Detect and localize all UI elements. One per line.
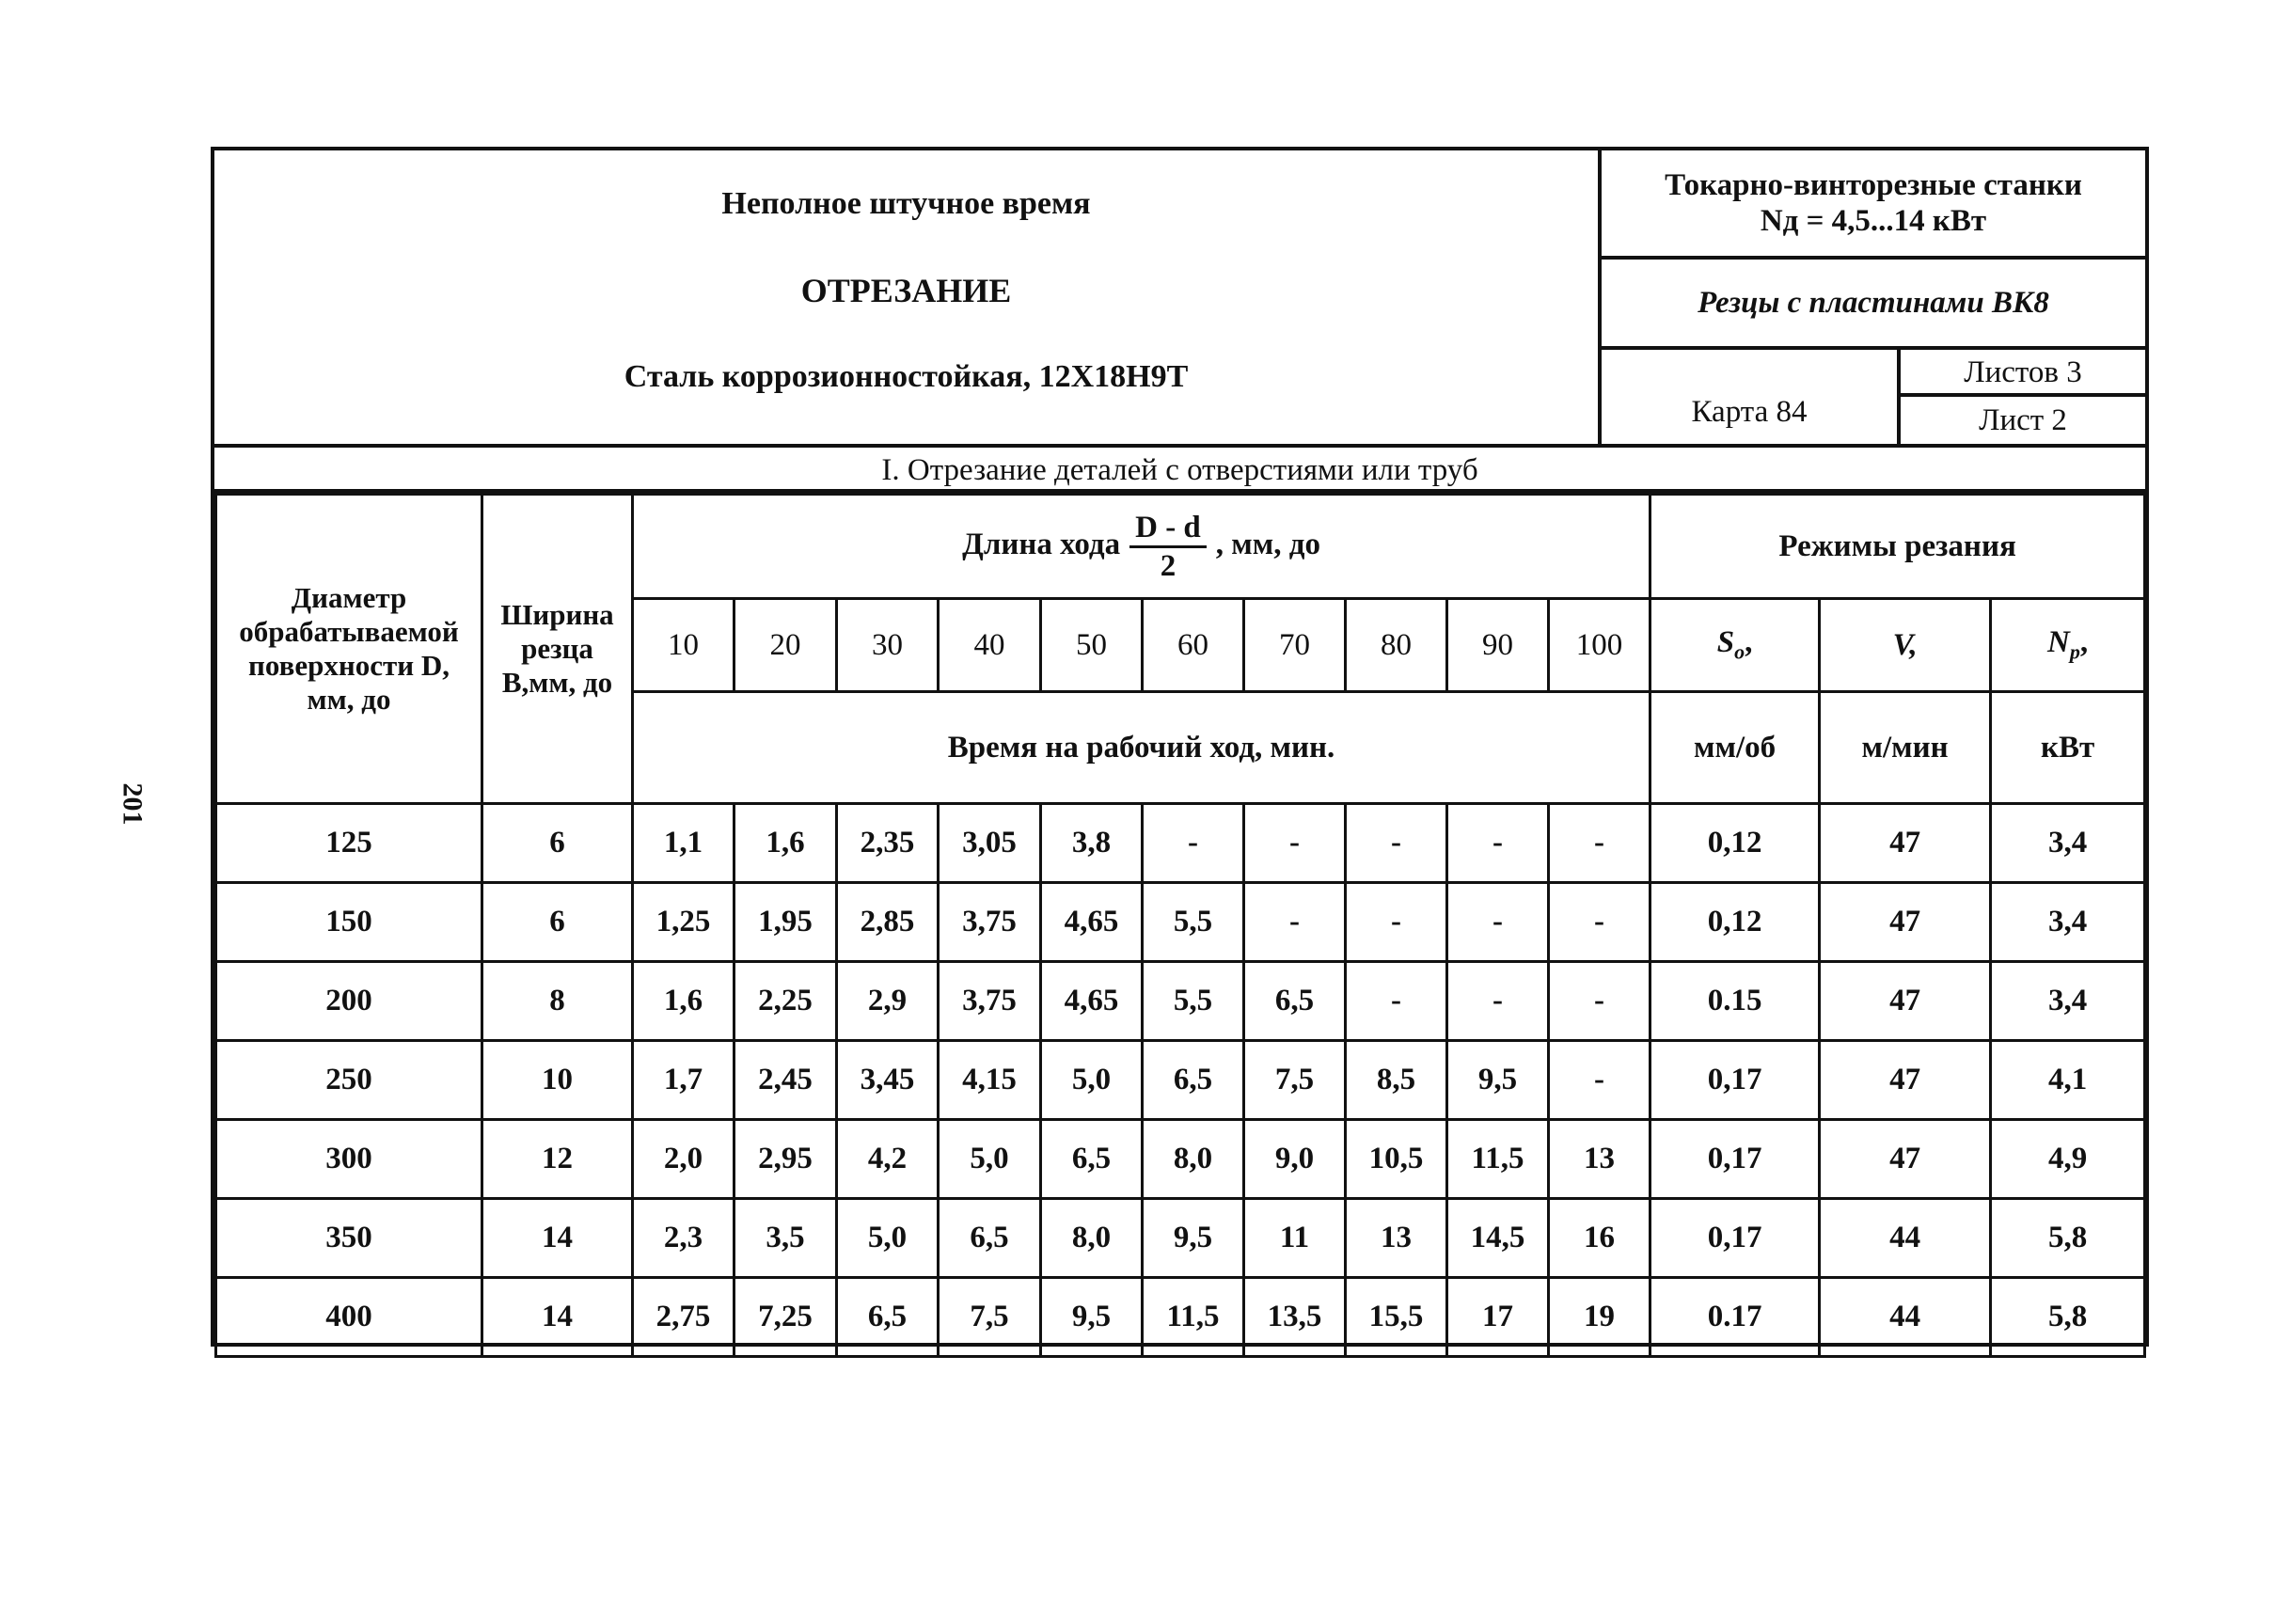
width-cell: 12 xyxy=(482,1120,633,1199)
time-cell: 2,75 xyxy=(633,1278,734,1357)
time-cell: - xyxy=(1447,804,1549,883)
time-cell: 8,0 xyxy=(1143,1120,1244,1199)
time-cell: 4,65 xyxy=(1041,883,1143,962)
time-cell: 6,5 xyxy=(1244,962,1346,1041)
stroke-value: 100 xyxy=(1549,599,1650,692)
time-cell: - xyxy=(1447,883,1549,962)
time-cell: 5,0 xyxy=(1041,1041,1143,1120)
tool-type: Резцы с пластинами ВК8 xyxy=(1602,260,2145,350)
card-number: Карта 84 xyxy=(1602,350,1901,444)
diameter-cell: 250 xyxy=(216,1041,482,1120)
table-row xyxy=(216,1120,2145,1199)
power-cell: 3,4 xyxy=(1991,883,2145,962)
stroke-value: 20 xyxy=(734,599,837,692)
feed-cell: 0,17 xyxy=(1650,1120,1820,1199)
time-cell: 17 xyxy=(1447,1278,1549,1357)
time-cell: 11,5 xyxy=(1143,1278,1244,1357)
power-cell: 4,9 xyxy=(1991,1120,2145,1199)
power-unit: кВт xyxy=(1991,692,2145,804)
time-cell: 6,5 xyxy=(939,1199,1041,1278)
time-cell: - xyxy=(1549,962,1650,1041)
stroke-value: 80 xyxy=(1346,599,1447,692)
cutting-modes-header: Режимы резания xyxy=(1650,495,2145,599)
machine-power: Nд = 4,5...14 кВт xyxy=(1760,204,1987,238)
stroke-value: 60 xyxy=(1143,599,1244,692)
time-cell: 2,3 xyxy=(633,1199,734,1278)
time-cell: - xyxy=(1346,962,1447,1041)
table-row xyxy=(216,804,2145,883)
time-cell: - xyxy=(1244,804,1346,883)
power-cell: 3,4 xyxy=(1991,962,2145,1041)
stroke-value: 40 xyxy=(939,599,1041,692)
time-cell: 7,25 xyxy=(734,1278,837,1357)
norms-table xyxy=(214,493,2146,1358)
time-cell: 7,5 xyxy=(939,1278,1041,1357)
time-cell: 3,45 xyxy=(837,1041,939,1120)
power-cell: 5,8 xyxy=(1991,1278,2145,1357)
time-cell: 2,45 xyxy=(734,1041,837,1120)
feed-symbol: $S_o$, xyxy=(1650,599,1820,692)
time-cell: 3,75 xyxy=(939,883,1041,962)
time-cell: 4,15 xyxy=(939,1041,1041,1120)
time-cell: 5,0 xyxy=(837,1199,939,1278)
time-cell: 2,9 xyxy=(837,962,939,1041)
diameter-cell: 400 xyxy=(216,1278,482,1357)
width-cell: 6 xyxy=(482,804,633,883)
time-cell: 3,05 xyxy=(939,804,1041,883)
time-cell: - xyxy=(1244,883,1346,962)
diameter-cell: 350 xyxy=(216,1199,482,1278)
time-cell: 13 xyxy=(1549,1120,1650,1199)
time-cell: 14,5 xyxy=(1447,1199,1549,1278)
width-cell: 14 xyxy=(482,1199,633,1278)
time-cell: 15,5 xyxy=(1346,1278,1447,1357)
time-cell: 6,5 xyxy=(837,1278,939,1357)
time-cell: 1,95 xyxy=(734,883,837,962)
stroke-label: Длина хода xyxy=(962,527,1121,561)
feed-unit: мм/об xyxy=(1650,692,1820,804)
time-cell: 10,5 xyxy=(1346,1120,1447,1199)
speed-cell: 47 xyxy=(1820,1120,1991,1199)
feed-cell: 0,17 xyxy=(1650,1199,1820,1278)
speed-cell: 47 xyxy=(1820,1041,1991,1120)
time-cell: 9,5 xyxy=(1143,1199,1244,1278)
feed-cell: 0,12 xyxy=(1650,804,1820,883)
time-cell: 2,35 xyxy=(837,804,939,883)
time-cell: 1,6 xyxy=(734,804,837,883)
time-cell: 6,5 xyxy=(1041,1120,1143,1199)
fraction-denominator: 2 xyxy=(1160,548,1177,583)
speed-cell: 47 xyxy=(1820,804,1991,883)
time-cell: 1,25 xyxy=(633,883,734,962)
table-row xyxy=(216,1041,2145,1120)
speed-unit: м/мин xyxy=(1820,692,1991,804)
time-cell: 3,5 xyxy=(734,1199,837,1278)
stroke-value: 70 xyxy=(1244,599,1346,692)
width-cell: 8 xyxy=(482,962,633,1041)
feed-cell: 0,12 xyxy=(1650,883,1820,962)
feed-cell: 0,17 xyxy=(1650,1041,1820,1120)
page-number: 201 xyxy=(117,782,149,826)
time-cell: - xyxy=(1549,1041,1650,1120)
time-cell: 9,5 xyxy=(1041,1278,1143,1357)
table-row xyxy=(216,883,2145,962)
stroke-unit: , мм, до xyxy=(1215,527,1320,561)
time-cell: 2,85 xyxy=(837,883,939,962)
time-cell: 7,5 xyxy=(1244,1041,1346,1120)
stroke-fraction xyxy=(1129,510,1207,584)
doc-title: Неполное штучное время xyxy=(721,186,1091,221)
stroke-value: 30 xyxy=(837,599,939,692)
title-block xyxy=(214,150,1602,444)
width-cell: 6 xyxy=(482,883,633,962)
power-cell: 4,1 xyxy=(1991,1041,2145,1120)
speed-cell: 44 xyxy=(1820,1199,1991,1278)
time-cell: 3,8 xyxy=(1041,804,1143,883)
operation-title: ОТРЕЗАНИЕ xyxy=(800,272,1012,309)
table-row xyxy=(216,1199,2145,1278)
table-row xyxy=(216,962,2145,1041)
time-cell: 13,5 xyxy=(1244,1278,1346,1357)
stroke-value: 50 xyxy=(1041,599,1143,692)
stroke-length-header xyxy=(633,495,1650,599)
diameter-cell: 150 xyxy=(216,883,482,962)
section-title: I. Отрезание деталей с отверстиями или труб xyxy=(214,444,2145,493)
time-cell: 3,75 xyxy=(939,962,1041,1041)
time-cell: 4,2 xyxy=(837,1120,939,1199)
width-cell: 10 xyxy=(482,1041,633,1120)
time-cell: 2,0 xyxy=(633,1120,734,1199)
info-block xyxy=(1602,150,2145,444)
table-body xyxy=(216,804,2145,1357)
time-cell: 11,5 xyxy=(1447,1120,1549,1199)
time-cell: - xyxy=(1346,804,1447,883)
diameter-cell: 200 xyxy=(216,962,482,1041)
sheets-total: Листов 3 xyxy=(1901,350,2145,397)
speed-cell: 47 xyxy=(1820,883,1991,962)
time-cell: 13 xyxy=(1346,1199,1447,1278)
stroke-value: 10 xyxy=(633,599,734,692)
power-cell: 3,4 xyxy=(1991,804,2145,883)
time-cell: 2,95 xyxy=(734,1120,837,1199)
time-cell: - xyxy=(1549,804,1650,883)
time-cell: 1,1 xyxy=(633,804,734,883)
diameter-cell: 300 xyxy=(216,1120,482,1199)
feed-cell: 0.17 xyxy=(1650,1278,1820,1357)
time-header: Время на рабочий ход, мин. xyxy=(633,692,1650,804)
speed-cell: 44 xyxy=(1820,1278,1991,1357)
time-cell: 8,0 xyxy=(1041,1199,1143,1278)
time-cell: - xyxy=(1549,883,1650,962)
time-cell: 1,6 xyxy=(633,962,734,1041)
material-title: Сталь коррозионностойкая, 12Х18Н9Т xyxy=(624,359,1189,394)
diameter-header: Диаметр обрабатываемой поверхности D, мм, до xyxy=(216,495,482,804)
time-cell: - xyxy=(1447,962,1549,1041)
power-cell: 5,8 xyxy=(1991,1199,2145,1278)
time-cell: 5,5 xyxy=(1143,962,1244,1041)
time-cell: 2,25 xyxy=(734,962,837,1041)
time-cell: 6,5 xyxy=(1143,1041,1244,1120)
time-cell: 9,0 xyxy=(1244,1120,1346,1199)
diameter-cell: 125 xyxy=(216,804,482,883)
table-row xyxy=(216,1278,2145,1357)
time-cell: 5,5 xyxy=(1143,883,1244,962)
speed-cell: 47 xyxy=(1820,962,1991,1041)
time-cell: 9,5 xyxy=(1447,1041,1549,1120)
fraction-numerator: D - d xyxy=(1129,510,1207,548)
time-cell: 16 xyxy=(1549,1199,1650,1278)
time-cell: 1,7 xyxy=(633,1041,734,1120)
width-header: Ширина резца В,мм, до xyxy=(482,495,633,804)
machine-name: Токарно-винторезные станки xyxy=(1665,168,2082,202)
machine-type xyxy=(1602,150,2145,260)
time-cell: 8,5 xyxy=(1346,1041,1447,1120)
time-cell: 19 xyxy=(1549,1278,1650,1357)
speed-symbol: V, xyxy=(1820,599,1991,692)
time-cell: 5,0 xyxy=(939,1120,1041,1199)
time-cell: - xyxy=(1346,883,1447,962)
width-cell: 14 xyxy=(482,1278,633,1357)
feed-cell: 0.15 xyxy=(1650,962,1820,1041)
time-cell: 11 xyxy=(1244,1199,1346,1278)
time-cell: 4,65 xyxy=(1041,962,1143,1041)
power-symbol: $N_р$, xyxy=(1991,599,2145,692)
time-cell: - xyxy=(1143,804,1244,883)
norm-card xyxy=(211,147,2149,1347)
stroke-value: 90 xyxy=(1447,599,1549,692)
sheet-number: Лист 2 xyxy=(1979,403,2067,437)
